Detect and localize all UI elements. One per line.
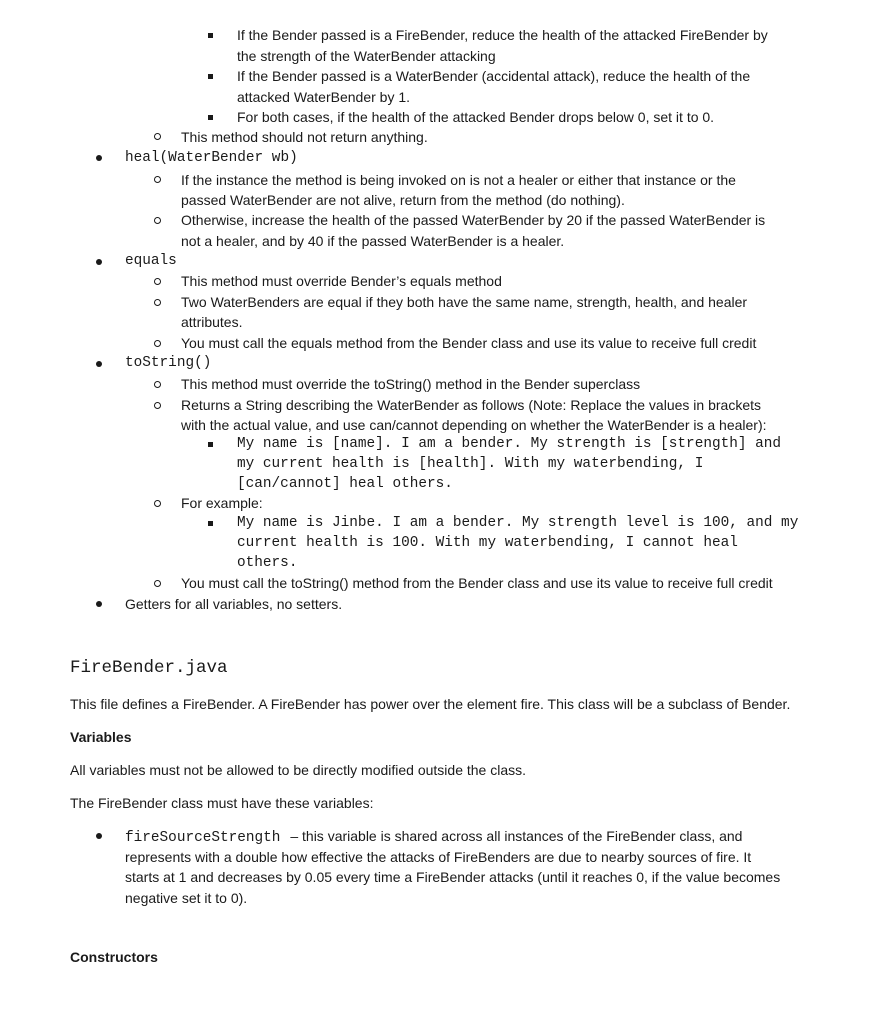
text-line: not a healer, and by 40 if the passed WaterBender is a healer. [181, 233, 565, 249]
text-line: Getters for all variables, no setters. [125, 596, 343, 612]
code-line: others. [237, 555, 298, 571]
circle-bullet [154, 340, 161, 347]
code-line: My name is [name]. I am a bender. My strength is [strength] and [237, 436, 782, 452]
text-line: the strength of the WaterBender attacking [237, 48, 496, 64]
square-bullet [208, 115, 213, 120]
text-line: attributes. [181, 314, 243, 330]
text-line: You must call the toString() method from the Bender class and use its value to receive full credit [181, 575, 773, 591]
text-line: If the instance the method is being invoked on is not a healer or either that instance or the [181, 172, 736, 188]
text-line: This method must override the toString() method in the Bender superclass [181, 376, 641, 392]
paragraph: The FireBender class must have these variables: [70, 795, 374, 811]
section-title: FireBender.java [70, 658, 228, 678]
paragraph: All variables must not be allowed to be directly modified outside the class. [70, 762, 527, 778]
text-line: If the Bender passed is a WaterBender (accidental attack), reduce the health of the [237, 68, 751, 84]
square-bullet [208, 442, 213, 447]
code-line: My name is Jinbe. I am a bender. My strength level is 100, and my [237, 515, 799, 531]
text-line: If the Bender passed is a FireBender, reduce the health of the attacked FireBender by [237, 27, 768, 43]
text-line: Two WaterBenders are equal if they both have the same name, strength, health, and healer [181, 294, 748, 310]
code-line: [can/cannot] heal others. [237, 476, 453, 492]
text-line: For both cases, if the health of the attacked Bender drops below 0, set it to 0. [237, 109, 715, 125]
subheading-variables: Variables [70, 729, 132, 745]
circle-bullet [154, 217, 161, 224]
square-bullet [208, 74, 213, 79]
variable-name: fireSourceStrength [125, 830, 281, 846]
disc-bullet [96, 259, 102, 265]
text-line: For example: [181, 495, 263, 511]
disc-bullet [96, 601, 102, 607]
disc-bullet [96, 361, 102, 367]
text-line: attacked WaterBender by 1. [237, 89, 411, 105]
text-line: Otherwise, increase the health of the passed WaterBender by 20 if the passed WaterBender is [181, 212, 766, 228]
disc-bullet [96, 155, 102, 161]
square-bullet [208, 33, 213, 38]
circle-bullet [154, 299, 161, 306]
text-line: represents with a double how effective the attacks of FireBenders are due to nearby sources of fire. It [125, 849, 752, 865]
text-line: Returns a String describing the WaterBender as follows (Note: Replace the values in brackets [181, 397, 761, 413]
text-line: with the actual value, and use can/cannot depending on whether the WaterBender is a healer): [181, 417, 767, 433]
circle-bullet [154, 580, 161, 587]
code-line: current health is 100. With my waterbending, I cannot heal [237, 535, 738, 551]
circle-bullet [154, 381, 161, 388]
paragraph: This file defines a FireBender. A FireBender has power over the element fire. This class will be a subclass of Bender. [70, 696, 791, 712]
circle-bullet [154, 500, 161, 507]
text-line: This method should not return anything. [181, 129, 428, 145]
circle-bullet [154, 402, 161, 409]
circle-bullet [154, 176, 161, 183]
text-line: negative set it to 0). [125, 890, 248, 906]
circle-bullet [154, 133, 161, 140]
square-bullet [208, 521, 213, 526]
variable-description: – this variable is shared across all instances of the FireBender class, and [290, 828, 743, 844]
disc-bullet [96, 833, 102, 839]
text-line: starts at 1 and decreases by 0.05 every time a FireBender attacks (until it reaches 0, if the value becomes [125, 869, 781, 885]
subheading-constructors: Constructors [70, 949, 158, 965]
method-heading-equals: equals [125, 253, 177, 269]
text-line: You must call the equals method from the Bender class and use its value to receive full credit [181, 335, 757, 351]
circle-bullet [154, 278, 161, 285]
method-heading-heal: heal(WaterBender wb) [125, 150, 298, 166]
text-line: This method must override Bender’s equals method [181, 273, 502, 289]
text-line: passed WaterBender are not alive, return from the method (do nothing). [181, 192, 625, 208]
method-heading-tostring: toString() [125, 355, 212, 371]
code-line: my current health is [health]. With my waterbending, I [237, 456, 704, 472]
text-line [125, 826, 742, 848]
